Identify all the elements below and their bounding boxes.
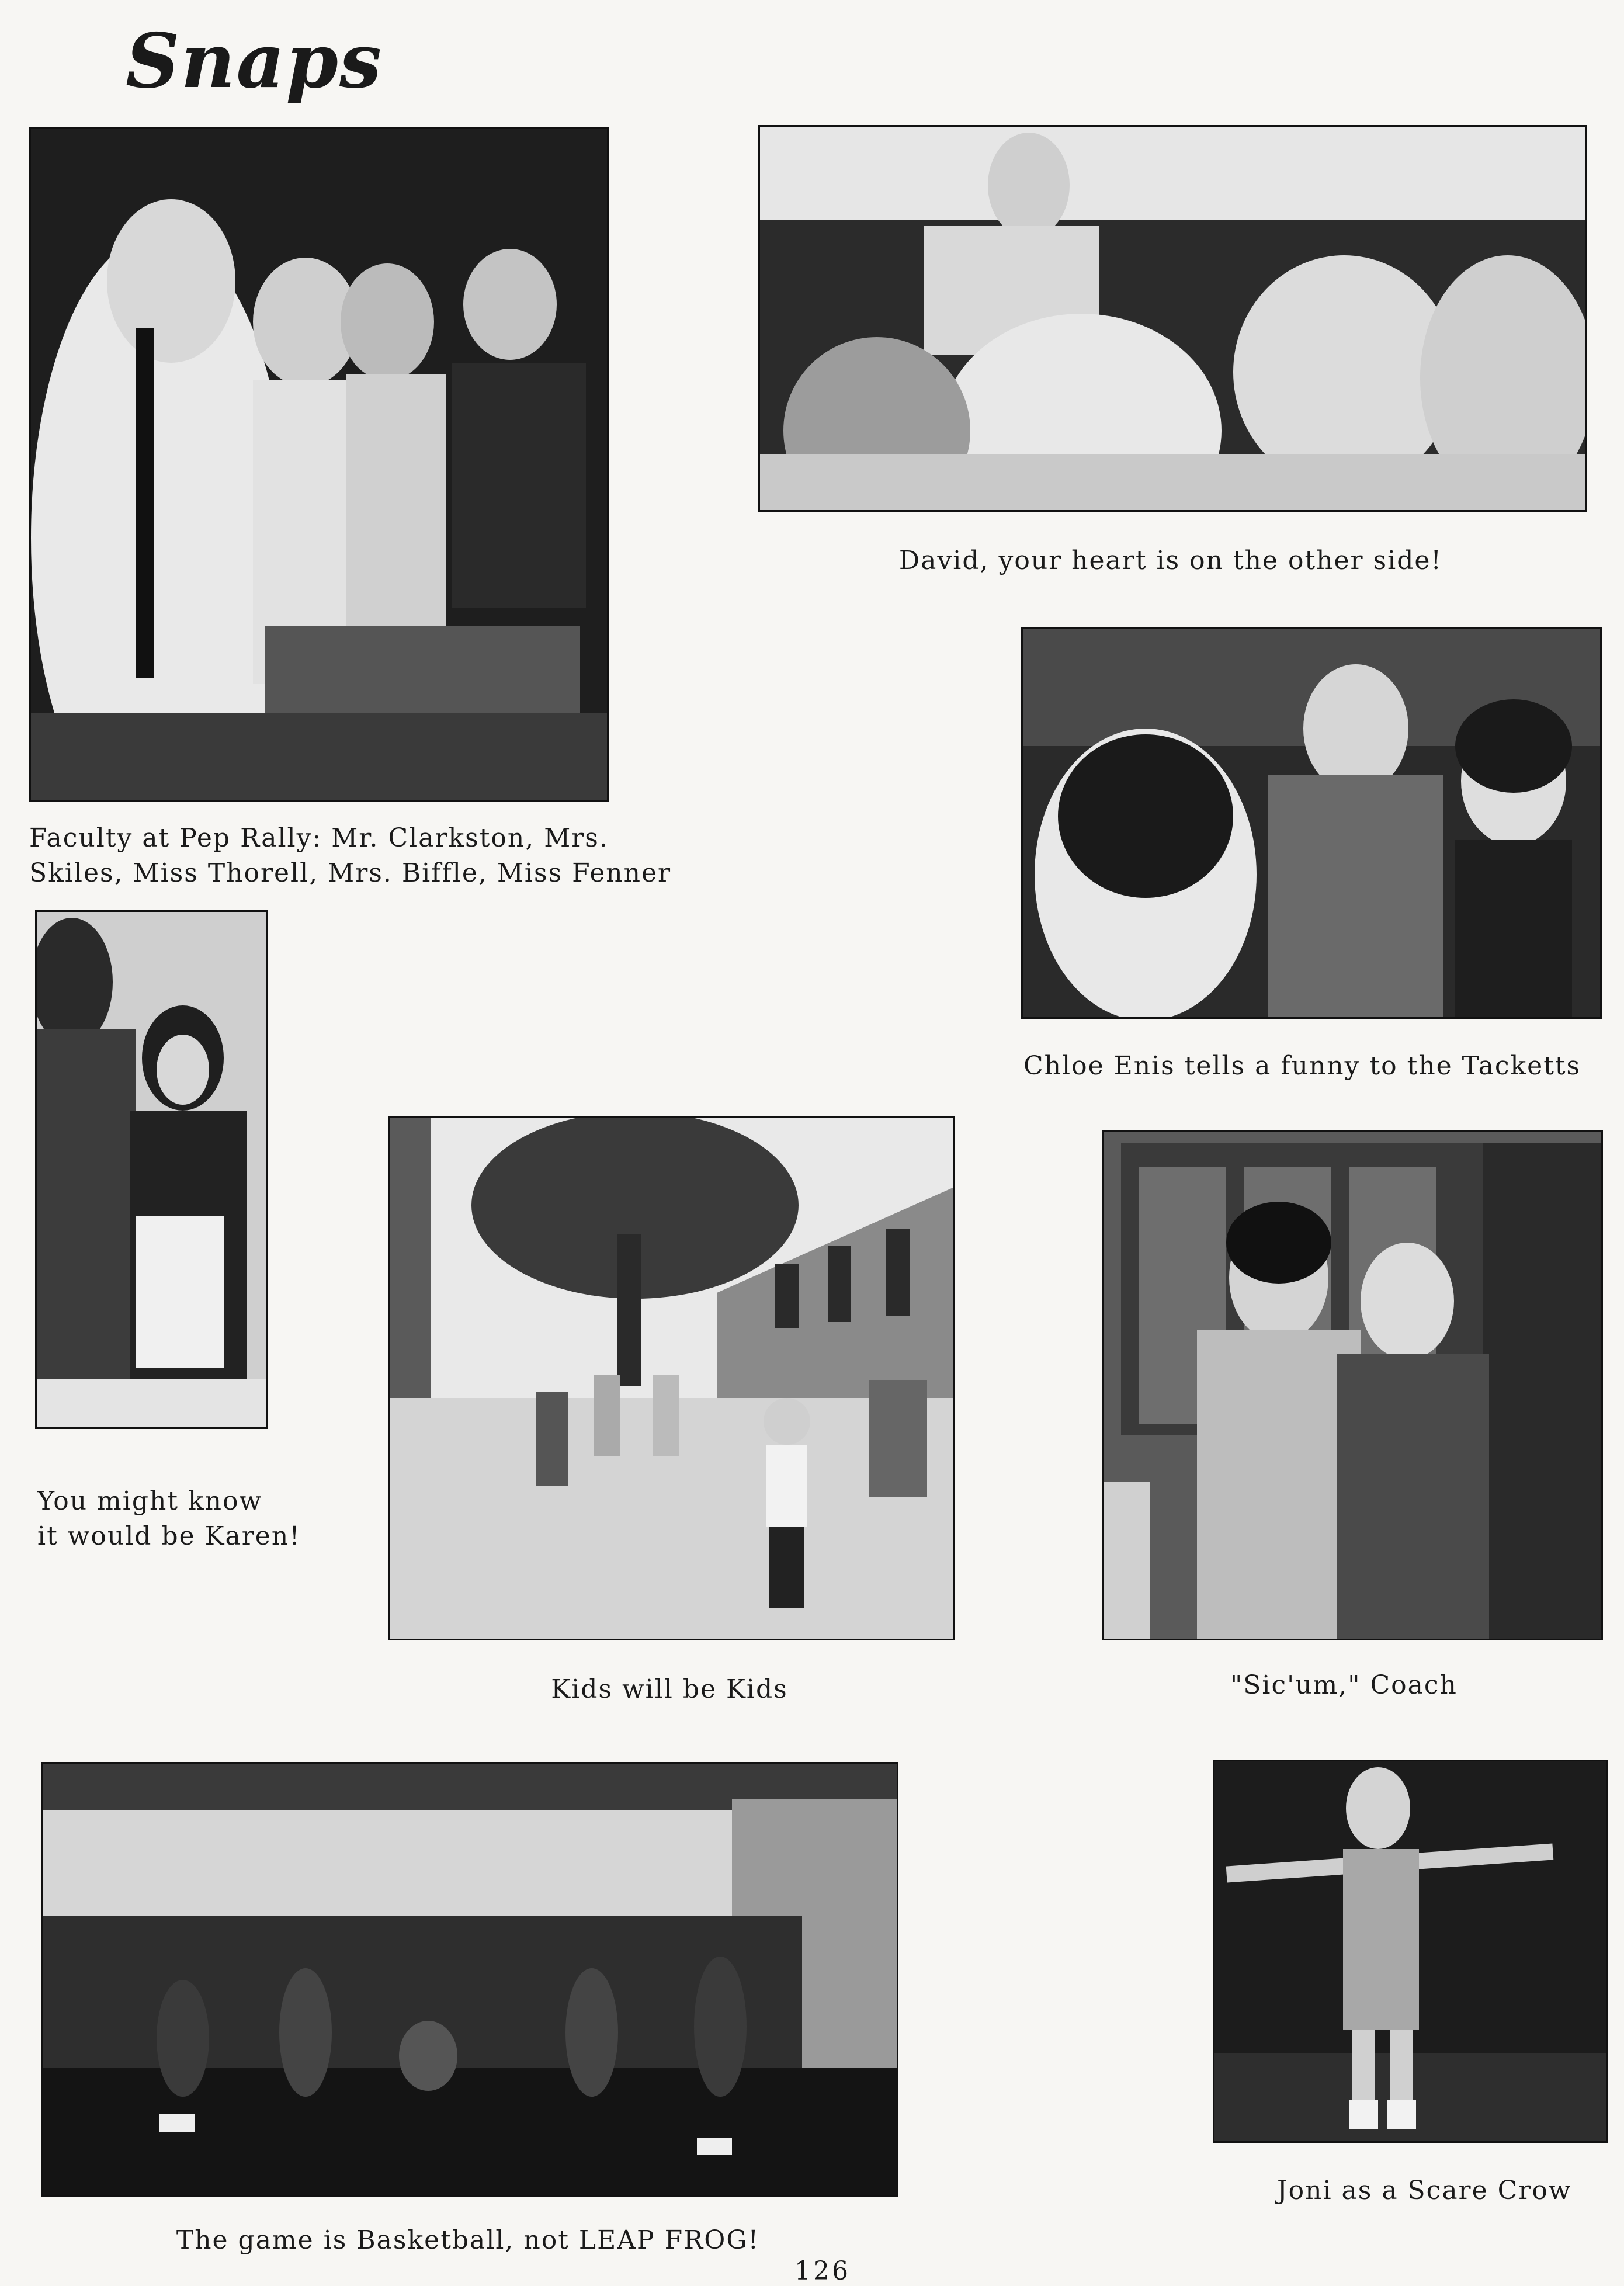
- caption-joni: Joni as a Scare Crow: [1277, 2176, 1572, 2205]
- photo-basketball: [41, 1762, 898, 2197]
- page-title: Snaps: [126, 18, 383, 105]
- photo-joni: [1213, 1760, 1608, 2143]
- page-number: 126: [794, 2256, 851, 2286]
- caption-basketball: The game is Basketball, not LEAP FROG!: [176, 2225, 760, 2255]
- caption-chloe: Chloe Enis tells a funny to the Tacketts: [1023, 1051, 1581, 1081]
- photo-faculty-pep-rally: [29, 127, 609, 802]
- caption-faculty-line2: Skiles, Miss Thorell, Mrs. Biffle, Miss Fenner: [29, 858, 672, 888]
- caption-faculty-line1: Faculty at Pep Rally: Mr. Clarkston, Mrs.: [29, 823, 609, 853]
- photo-coach: [1102, 1130, 1603, 1640]
- photo-karen: [35, 910, 268, 1429]
- photo-chloe-enis: [1021, 627, 1602, 1019]
- caption-coach: "Sic'um," Coach: [1230, 1670, 1458, 1700]
- caption-karen-line2: it would be Karen!: [37, 1521, 301, 1551]
- photo-david: [758, 125, 1587, 512]
- photo-kids: [388, 1116, 955, 1640]
- caption-karen-line1: You might know: [37, 1486, 263, 1516]
- caption-david: David, your heart is on the other side!: [898, 546, 1443, 575]
- caption-kids: Kids will be Kids: [551, 1674, 788, 1704]
